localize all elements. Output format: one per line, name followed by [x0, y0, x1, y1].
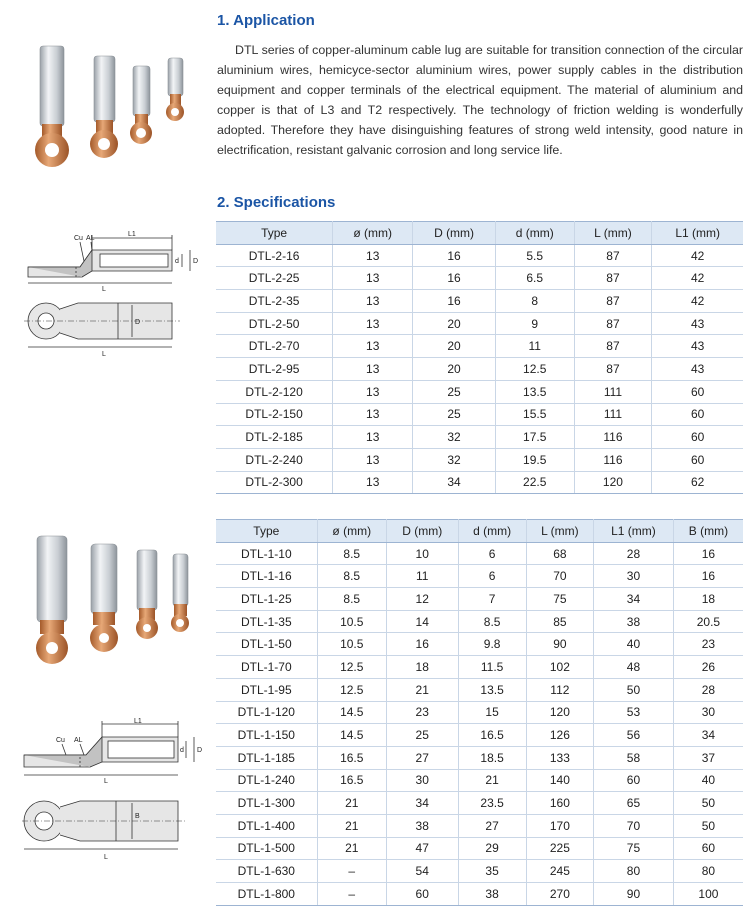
value-cell: 21 [458, 769, 526, 792]
value-cell: 13 [333, 267, 413, 290]
value-cell: 10.5 [317, 610, 386, 633]
value-cell: 100 [673, 883, 743, 906]
table-row [216, 610, 743, 633]
value-cell: 13 [333, 290, 413, 313]
l-bottom-label: L [104, 854, 108, 861]
value-cell: 42 [652, 267, 743, 290]
value-cell: 68 [526, 542, 593, 565]
value-cell: 23 [386, 701, 458, 724]
value-cell: 21 [317, 792, 386, 815]
value-cell: 270 [526, 883, 593, 906]
type-cell: DTL-2-300 [216, 471, 333, 494]
value-cell: 116 [574, 426, 652, 449]
value-cell: 60 [386, 883, 458, 906]
value-cell: 38 [386, 814, 458, 837]
dtl1-lugs-photo [25, 530, 205, 665]
value-cell: 23 [673, 633, 743, 656]
d-big-label: D [197, 747, 203, 754]
table-row [216, 656, 743, 679]
table-row [216, 814, 743, 837]
value-cell: 16 [673, 565, 743, 588]
type-cell: DTL-2-120 [216, 380, 333, 403]
value-cell: 120 [574, 471, 652, 494]
value-cell: 13 [333, 358, 413, 381]
value-cell: 15.5 [495, 403, 574, 426]
value-cell: 22.5 [495, 471, 574, 494]
table-row [216, 701, 743, 724]
value-cell: 13 [333, 426, 413, 449]
value-cell: 5.5 [495, 244, 574, 267]
l1-label: L1 [134, 718, 142, 725]
value-cell: 16.5 [317, 746, 386, 769]
value-cell: 87 [574, 290, 652, 313]
table-row [216, 883, 743, 906]
table-row [216, 769, 743, 792]
value-cell: 14 [386, 610, 458, 633]
value-cell: 75 [526, 588, 593, 611]
value-cell: 25 [386, 724, 458, 747]
type-cell: DTL-1-185 [216, 746, 317, 769]
value-cell: 50 [594, 678, 674, 701]
value-cell: 40 [594, 633, 674, 656]
value-cell: 10.5 [317, 633, 386, 656]
application-heading: 1. Application [217, 12, 315, 29]
value-cell: 80 [594, 860, 674, 883]
value-cell: 18 [673, 588, 743, 611]
type-cell: DTL-2-70 [216, 335, 333, 358]
value-cell: 19.5 [495, 448, 574, 471]
value-cell: 160 [526, 792, 593, 815]
value-cell: 133 [526, 746, 593, 769]
value-cell: 87 [574, 358, 652, 381]
value-cell: 53 [594, 701, 674, 724]
l1-label: L1 [128, 231, 136, 238]
type-cell: DTL-1-10 [216, 542, 317, 565]
value-cell: 13.5 [458, 678, 526, 701]
type-cell: DTL-2-95 [216, 358, 333, 381]
value-cell: 15 [458, 701, 526, 724]
type-cell: DTL-1-630 [216, 860, 317, 883]
value-cell: 60 [673, 837, 743, 860]
value-cell: 14.5 [317, 724, 386, 747]
value-cell: 28 [673, 678, 743, 701]
type-cell: DTL-2-185 [216, 426, 333, 449]
table-row [216, 244, 743, 267]
column-header: ø (mm) [317, 520, 386, 543]
value-cell: 112 [526, 678, 593, 701]
dtl2-technical-drawing [20, 225, 210, 360]
dtl1-technical-drawing [20, 715, 210, 865]
value-cell: 35 [458, 860, 526, 883]
value-cell: 21 [317, 814, 386, 837]
value-cell: 9 [495, 312, 574, 335]
value-cell: 21 [317, 837, 386, 860]
value-cell: 8.5 [317, 542, 386, 565]
value-cell: 8.5 [458, 610, 526, 633]
b-label: B [135, 813, 140, 820]
value-cell: 80 [673, 860, 743, 883]
value-cell: 6 [458, 542, 526, 565]
value-cell: 170 [526, 814, 593, 837]
application-text: DTL series of copper-aluminum cable lug are suitable for transition connection of the circular aluminium wires, hemicyce-sector aluminium wires, power supply cables in the distribution equipment and copper terminals of the electrical equipment. The material of aluminium and copper is that of L3 and T2 respectively. The technology of friction welding is wonderfully adopted. Therefore they have disinguishing features of strong weld intensity, good nature in electrification, resistant galvanic corrosion and long service life. [217, 43, 743, 157]
value-cell: 60 [652, 448, 743, 471]
table-row [216, 403, 743, 426]
column-header: D (mm) [386, 520, 458, 543]
value-cell: 8 [495, 290, 574, 313]
value-cell: 87 [574, 335, 652, 358]
value-cell: 12.5 [495, 358, 574, 381]
value-cell: 30 [386, 769, 458, 792]
type-cell: DTL-1-120 [216, 701, 317, 724]
table-row [216, 448, 743, 471]
value-cell: 11.5 [458, 656, 526, 679]
value-cell: 85 [526, 610, 593, 633]
value-cell: 111 [574, 380, 652, 403]
column-header: ø (mm) [333, 222, 413, 245]
value-cell: 10 [386, 542, 458, 565]
value-cell: 8.5 [317, 565, 386, 588]
value-cell: 65 [594, 792, 674, 815]
type-cell: DTL-2-35 [216, 290, 333, 313]
dtl1-spec-table [216, 519, 743, 906]
cu-label: Cu [74, 235, 83, 242]
l-label: L [102, 286, 106, 293]
value-cell: 18 [386, 656, 458, 679]
value-cell: 58 [594, 746, 674, 769]
value-cell: 18.5 [458, 746, 526, 769]
table-row [216, 837, 743, 860]
value-cell: – [317, 860, 386, 883]
value-cell: 90 [526, 633, 593, 656]
type-cell: DTL-1-800 [216, 883, 317, 906]
type-cell: DTL-2-150 [216, 403, 333, 426]
value-cell: 17.5 [495, 426, 574, 449]
table-row [216, 471, 743, 494]
value-cell: 225 [526, 837, 593, 860]
value-cell: 16 [413, 267, 496, 290]
value-cell: 34 [413, 471, 496, 494]
value-cell: 30 [673, 701, 743, 724]
value-cell: 42 [652, 244, 743, 267]
value-cell: 16.5 [458, 724, 526, 747]
value-cell: 102 [526, 656, 593, 679]
value-cell: 70 [594, 814, 674, 837]
column-header: L1 (mm) [594, 520, 674, 543]
value-cell: 16 [673, 542, 743, 565]
column-header: L1 (mm) [652, 222, 743, 245]
column-header: d (mm) [458, 520, 526, 543]
value-cell: 12.5 [317, 678, 386, 701]
value-cell: 13 [333, 471, 413, 494]
value-cell: 60 [652, 426, 743, 449]
value-cell: 11 [386, 565, 458, 588]
dtl2-lugs-photo [28, 40, 198, 175]
value-cell: 60 [594, 769, 674, 792]
d-big-label: D [193, 258, 199, 265]
value-cell: 62 [652, 471, 743, 494]
value-cell: 14.5 [317, 701, 386, 724]
type-cell: DTL-1-400 [216, 814, 317, 837]
value-cell: 16 [413, 290, 496, 313]
value-cell: 120 [526, 701, 593, 724]
value-cell: 34 [673, 724, 743, 747]
l-label: L [104, 778, 108, 785]
table-row [216, 426, 743, 449]
table-row [216, 792, 743, 815]
value-cell: 9.8 [458, 633, 526, 656]
column-header: Type [216, 222, 333, 245]
value-cell: 50 [673, 814, 743, 837]
value-cell: 70 [526, 565, 593, 588]
type-cell: DTL-1-25 [216, 588, 317, 611]
value-cell: 40 [673, 769, 743, 792]
value-cell: 21 [386, 678, 458, 701]
dtl2-spec-table [216, 221, 743, 494]
type-cell: DTL-1-240 [216, 769, 317, 792]
value-cell: 13 [333, 312, 413, 335]
type-cell: DTL-2-240 [216, 448, 333, 471]
value-cell: 13 [333, 244, 413, 267]
al-label: AL [86, 235, 95, 242]
table-row [216, 565, 743, 588]
type-cell: DTL-2-16 [216, 244, 333, 267]
type-cell: DTL-1-70 [216, 656, 317, 679]
value-cell: 20.5 [673, 610, 743, 633]
table-header-row [216, 222, 743, 245]
value-cell: 37 [673, 746, 743, 769]
table-row [216, 633, 743, 656]
type-cell: DTL-1-150 [216, 724, 317, 747]
value-cell: 140 [526, 769, 593, 792]
value-cell: 38 [594, 610, 674, 633]
value-cell: 90 [594, 883, 674, 906]
value-cell: 16 [386, 633, 458, 656]
value-cell: 27 [386, 746, 458, 769]
value-cell: 75 [594, 837, 674, 860]
value-cell: 47 [386, 837, 458, 860]
value-cell: 7 [458, 588, 526, 611]
value-cell: 87 [574, 312, 652, 335]
value-cell: 43 [652, 358, 743, 381]
value-cell: 23.5 [458, 792, 526, 815]
value-cell: 60 [652, 380, 743, 403]
value-cell: 6.5 [495, 267, 574, 290]
value-cell: 13 [333, 448, 413, 471]
value-cell: 54 [386, 860, 458, 883]
table-row [216, 290, 743, 313]
type-cell: DTL-2-25 [216, 267, 333, 290]
value-cell: – [317, 883, 386, 906]
value-cell: 30 [594, 565, 674, 588]
value-cell: 26 [673, 656, 743, 679]
value-cell: 8.5 [317, 588, 386, 611]
value-cell: 12.5 [317, 656, 386, 679]
value-cell: 43 [652, 312, 743, 335]
value-cell: 87 [574, 244, 652, 267]
value-cell: 20 [413, 312, 496, 335]
value-cell: 60 [652, 403, 743, 426]
value-cell: 56 [594, 724, 674, 747]
value-cell: 20 [413, 358, 496, 381]
value-cell: 43 [652, 335, 743, 358]
value-cell: 20 [413, 335, 496, 358]
value-cell: 34 [386, 792, 458, 815]
value-cell: 13 [333, 403, 413, 426]
type-cell: DTL-1-300 [216, 792, 317, 815]
value-cell: 25 [413, 380, 496, 403]
table-row [216, 746, 743, 769]
table-header-row [216, 520, 743, 543]
value-cell: 32 [413, 426, 496, 449]
value-cell: 111 [574, 403, 652, 426]
al-label: AL [74, 737, 83, 744]
table-row [216, 860, 743, 883]
value-cell: 16 [413, 244, 496, 267]
value-cell: 245 [526, 860, 593, 883]
table-row [216, 267, 743, 290]
table-row [216, 312, 743, 335]
value-cell: 126 [526, 724, 593, 747]
table-row [216, 380, 743, 403]
table-row [216, 542, 743, 565]
value-cell: 25 [413, 403, 496, 426]
value-cell: 12 [386, 588, 458, 611]
cu-label: Cu [56, 737, 65, 744]
value-cell: 13 [333, 335, 413, 358]
column-header: d (mm) [495, 222, 574, 245]
table-row [216, 724, 743, 747]
value-cell: 13.5 [495, 380, 574, 403]
column-header: Type [216, 520, 317, 543]
value-cell: 27 [458, 814, 526, 837]
d-top-label: D [135, 319, 141, 326]
d-small-label: d [180, 747, 184, 754]
column-header: L (mm) [526, 520, 593, 543]
value-cell: 28 [594, 542, 674, 565]
type-cell: DTL-1-500 [216, 837, 317, 860]
table-row [216, 335, 743, 358]
l-bottom-label: L [102, 351, 106, 358]
value-cell: 42 [652, 290, 743, 313]
specifications-heading: 2. Specifications [217, 194, 336, 211]
table-row [216, 588, 743, 611]
value-cell: 16.5 [317, 769, 386, 792]
value-cell: 87 [574, 267, 652, 290]
type-cell: DTL-1-95 [216, 678, 317, 701]
value-cell: 50 [673, 792, 743, 815]
table-row [216, 358, 743, 381]
value-cell: 29 [458, 837, 526, 860]
type-cell: DTL-1-35 [216, 610, 317, 633]
d-small-label: d [175, 258, 179, 265]
table-row [216, 678, 743, 701]
value-cell: 34 [594, 588, 674, 611]
column-header: B (mm) [673, 520, 743, 543]
value-cell: 116 [574, 448, 652, 471]
value-cell: 13 [333, 380, 413, 403]
type-cell: DTL-2-50 [216, 312, 333, 335]
column-header: D (mm) [413, 222, 496, 245]
value-cell: 38 [458, 883, 526, 906]
value-cell: 11 [495, 335, 574, 358]
value-cell: 48 [594, 656, 674, 679]
type-cell: DTL-1-16 [216, 565, 317, 588]
column-header: L (mm) [574, 222, 652, 245]
value-cell: 32 [413, 448, 496, 471]
type-cell: DTL-1-50 [216, 633, 317, 656]
value-cell: 6 [458, 565, 526, 588]
